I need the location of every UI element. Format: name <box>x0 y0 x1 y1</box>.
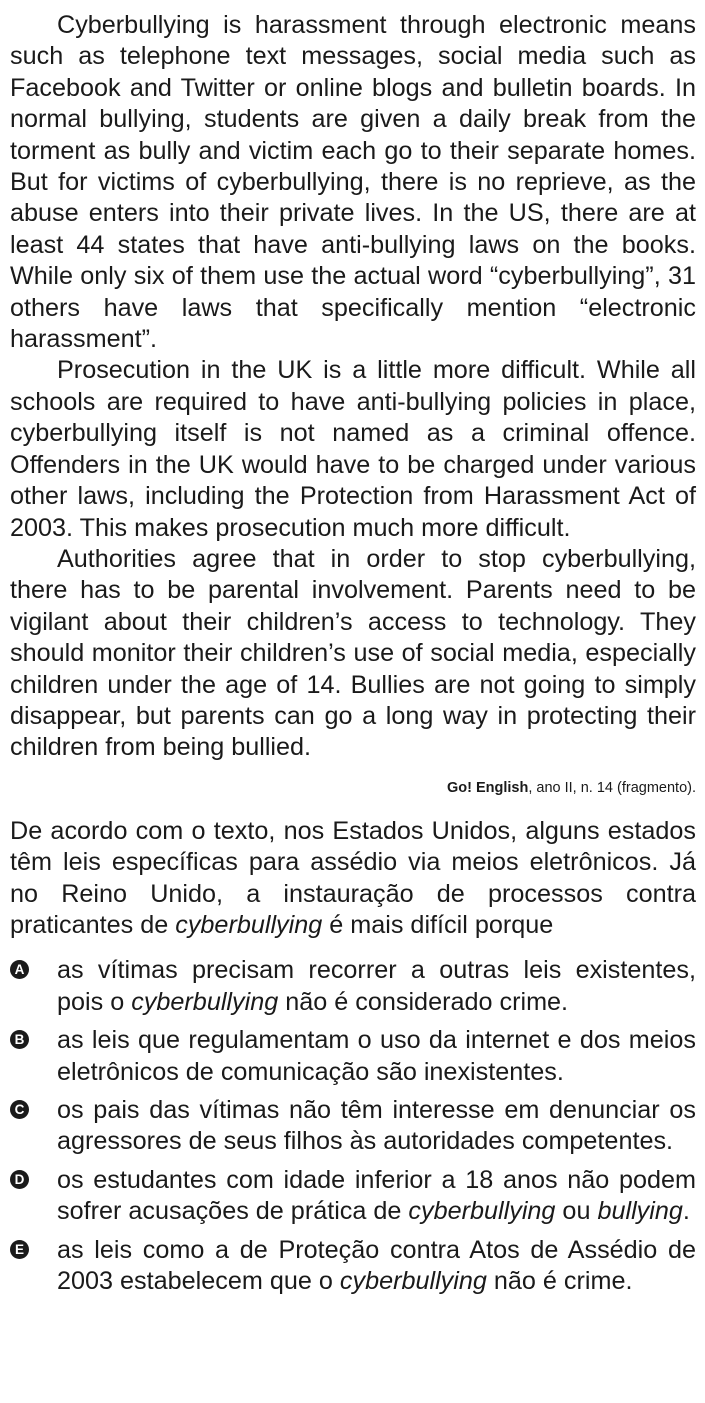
option-text-segment: as leis que regulamentam o uso da internet e dos meios eletrônicos de comunicação são inexistentes. <box>57 1026 696 1086</box>
option-text-italic: cyberbullying <box>408 1197 556 1226</box>
option-text <box>57 1025 696 1088</box>
option-text <box>57 1235 696 1298</box>
option-text <box>57 1095 696 1158</box>
option-text <box>57 955 696 1018</box>
question-text-start: De acordo com o texto, nos Estados Unidos, alguns estados têm leis específicas para assédio via meios eletrônicos. Já no Reino Unido, a instauração de processos contra praticantes de <box>10 816 696 939</box>
option-text-segment: as leis como a de Proteção contra Atos de Assédio de 2003 estabelecem que o <box>57 1235 696 1296</box>
source-citation <box>10 778 696 798</box>
option-text <box>57 1165 696 1228</box>
answer-option-a[interactable] <box>10 955 696 1018</box>
source-title: Go! English <box>446 779 529 796</box>
option-text-italic: cyberbullying <box>339 1267 487 1296</box>
passage-paragraph-3: Authorities agree that in order to stop cyberbullying, there has to be parental involvement. Parents need to be vigilant about their children’s access to technology. They should monitor their children’s use of social media, especially children under the age of 14. Bullies are not going to simply disappear, but parents can go a long way in protecting their children from being bullied. <box>10 544 696 762</box>
source-detail: , ano II, n. 14 (fragmento). <box>528 779 696 796</box>
option-text-italic: cyberbullying <box>131 987 279 1016</box>
option-text-segment: ou <box>555 1197 598 1226</box>
answer-option-c[interactable] <box>10 1095 696 1158</box>
option-letter-badge: E <box>10 1240 29 1259</box>
option-letter-badge: A <box>10 960 29 979</box>
option-text-segment: os estudantes com idade inferior a 18 anos não podem sofrer acusações de prática de <box>57 1165 696 1226</box>
option-text-segment: não é considerado crime. <box>278 987 569 1016</box>
reading-passage <box>10 10 696 764</box>
question-text-italic: cyberbullying <box>175 910 323 939</box>
passage-paragraph-2: Prosecution in the UK is a little more difficult. While all schools are required to have anti-bullying policies in place, cyberbullying itself is not named as a criminal offence. Offenders in the UK would have to be charged under various other laws, including the Protection from Harassment Act of 2003. This makes prosecution much more difficult. <box>10 356 696 542</box>
option-text-segment: as vítimas precisam recorrer a outras leis existentes, pois o <box>57 956 696 1016</box>
question-text-end: é mais difícil porque <box>322 910 554 939</box>
option-text-italic: bullying <box>597 1197 683 1226</box>
passage-paragraph-1: Cyberbullying is harassment through electronic means such as telephone text messages, social media such as Facebook and Twitter or online blogs and bulletin boards. In normal bullying, students are given a daily break from the torment as bully and victim each go to their separate homes. But for victims of cyberbullying, there is no reprieve, as the abuse enters into their private lives. In the US, there are at least 44 states that have anti-bullying laws on the books. While only six of them use the actual word “cyberbullying”, 31 others have laws that specifically mention “electronic harassment”. <box>10 11 696 354</box>
answer-option-e[interactable] <box>10 1235 696 1298</box>
option-text-segment: não é crime. <box>486 1267 633 1296</box>
question-stem <box>10 816 696 942</box>
option-text-segment: os pais das vítimas não têm interesse em denunciar os agressores de seus filhos às autoridades competentes. <box>57 1096 696 1156</box>
option-letter-badge: C <box>10 1100 29 1119</box>
answer-option-d[interactable] <box>10 1165 696 1228</box>
option-text-segment: . <box>682 1197 690 1226</box>
option-letter-badge: B <box>10 1030 29 1049</box>
answer-option-b[interactable] <box>10 1025 696 1088</box>
answer-options <box>10 955 696 1297</box>
option-letter-badge: D <box>10 1170 29 1189</box>
